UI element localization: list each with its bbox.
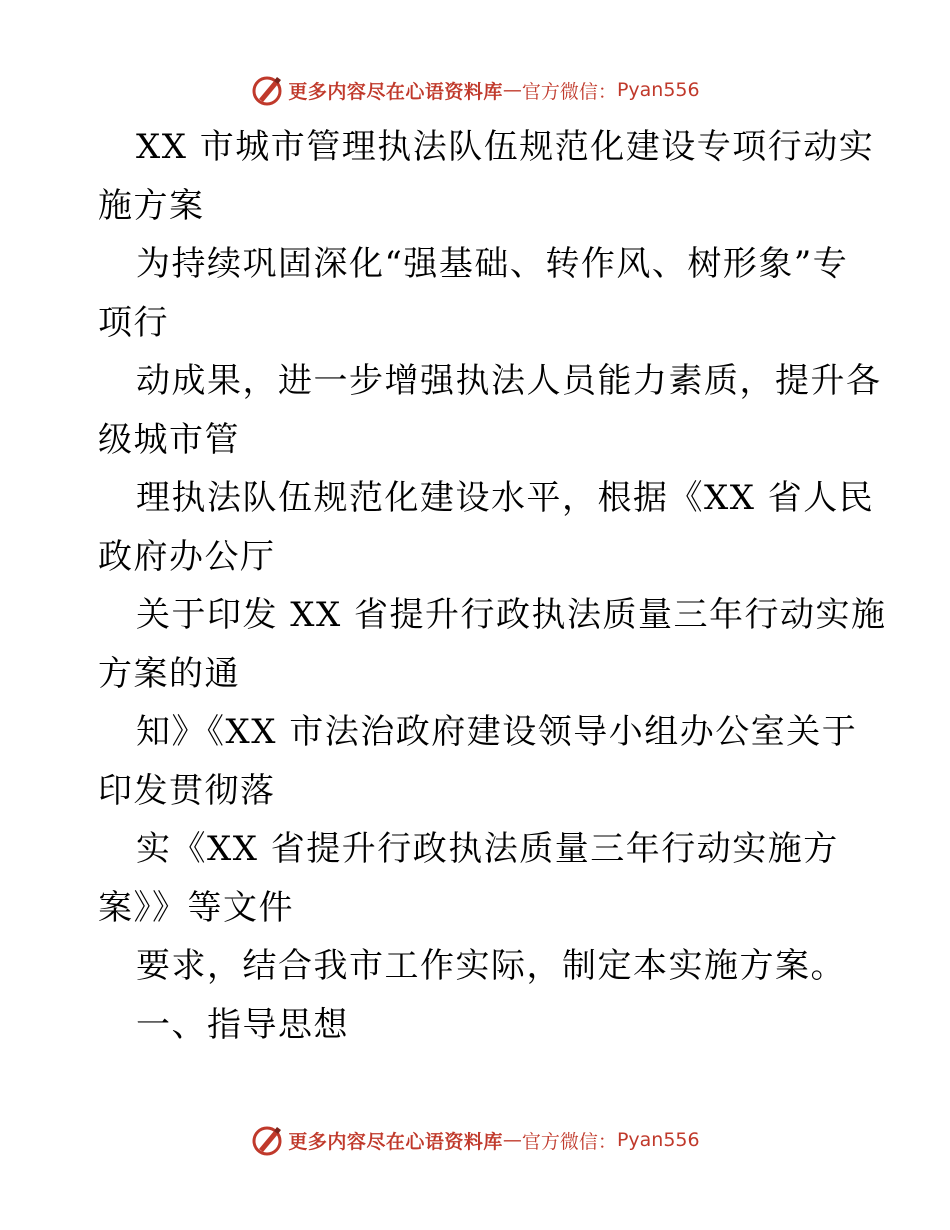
pen-logo-icon <box>250 73 284 107</box>
banner-wechat-id: Pyan556 <box>616 1129 700 1151</box>
paragraph-line: 理执法队伍规范化建设水平，根据《XX 省人民 <box>136 478 875 518</box>
paragraph-line: 印发贯彻落 <box>98 770 276 811</box>
paragraph-line: 为持续巩固深化“强基础、转作风、树形象”专 <box>136 244 849 284</box>
paragraph-line: 知》《XX 市法治政府建设领导小组办公室关于 <box>136 712 858 752</box>
document-title-line-1: XX 市城市管理执法队伍规范化建设专项行动实 <box>136 127 875 167</box>
banner-wechat-label: 官方微信： <box>521 80 617 103</box>
footer-watermark-banner <box>0 1120 950 1160</box>
paragraph-line: 案》》等文件 <box>98 887 294 928</box>
paragraph-line: 动成果，进一步增强执法人员能力素质，提升各 <box>136 361 882 401</box>
paragraph-line: 方案的通 <box>98 653 240 694</box>
banner-brand-text: 更多内容尽在心语资料库 <box>288 1130 503 1153</box>
banner-separator: — <box>502 1129 522 1151</box>
paragraph-line: 级城市管 <box>98 419 240 460</box>
pen-logo-icon <box>250 1123 284 1157</box>
header-watermark-banner <box>0 70 950 110</box>
document-title-line-2: 施方案 <box>98 185 205 226</box>
paragraph-line: 政府办公厅 <box>98 536 276 577</box>
paragraph-line: 项行 <box>98 302 169 343</box>
banner-separator: — <box>502 79 522 101</box>
banner-wechat-label: 官方微信： <box>521 1130 617 1153</box>
section-heading: 一、指导思想 <box>136 1004 349 1045</box>
banner-brand-text: 更多内容尽在心语资料库 <box>288 80 503 103</box>
paragraph-line: 实《XX 省提升行政执法质量三年行动实施方 <box>136 829 839 869</box>
paragraph-line: 关于印发 XX 省提升行政执法质量三年行动实施 <box>136 595 887 635</box>
document-body <box>98 118 898 1054</box>
banner-wechat-id: Pyan556 <box>616 79 700 101</box>
paragraph-line: 要求，结合我市工作实际，制定本实施方案。 <box>136 946 846 986</box>
